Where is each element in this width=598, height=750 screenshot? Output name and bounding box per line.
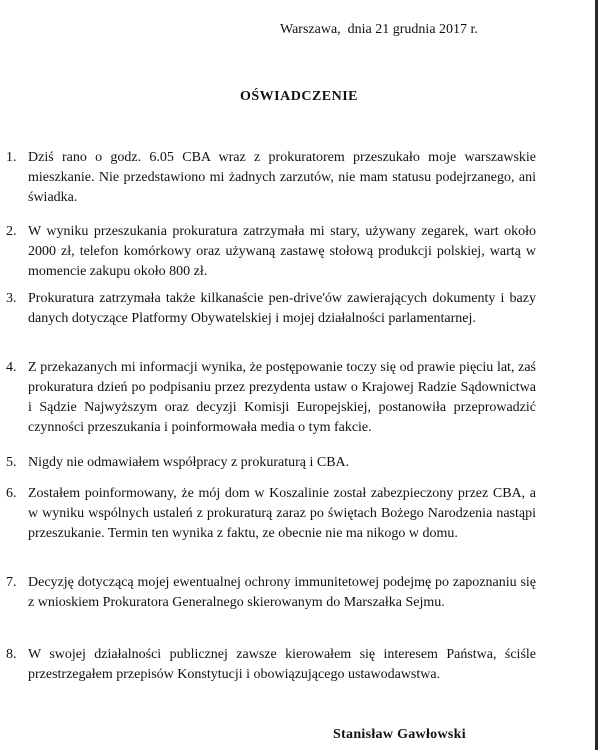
- list-item: [6, 289, 536, 329]
- list-item: [6, 453, 536, 473]
- item-text: Zostałem poinformowany, że mój dom w Koszalinie został zabezpieczony przez CBA, a w wyniku wspólnych ustaleń z prokuraturą zaraz po świętach Bożego Narodzenia nastąpi przeszukanie. Termin ten wynika z faktu, ze obecnie nie ma nikogo w domu.: [28, 486, 536, 541]
- item-text: Dziś rano o godz. 6.05 CBA wraz z prokuratorem przeszukało moje warszawskie mieszkanie. Nie przedstawiono mi żadnych zarzutów, nie mam statusu podejrzanego, ani świadka.: [28, 150, 536, 205]
- signature: Stanisław Gawłowski: [333, 727, 466, 742]
- item-number: 7.: [6, 575, 17, 590]
- item-text: W swojej działalności publicznej zawsze kierowałem się interesem Państwa, ściśle przestrzegałem przepisów Konstytucji i obowiązującego ustawodawstwa.: [28, 647, 536, 682]
- dateline: Warszawa, dnia 21 grudnia 2017 r.: [280, 22, 478, 37]
- list-item: [6, 573, 536, 613]
- item-text: Prokuratura zatrzymała także kilkanaście pen-drive'ów zawierających dokumenty i bazy danych dotyczące Platformy Obywatelskiej i mojej działalności parlamentarnej.: [28, 291, 536, 326]
- list-item: [6, 645, 536, 685]
- list-item: [6, 148, 536, 208]
- list-item: [6, 358, 536, 438]
- item-text: Z przekazanych mi informacji wynika, że postępowanie toczy się od prawie pięciu lat, zaś prokuratura dzień po podpisaniu przez prezydenta ustaw o Krajowej Radzie Sądownictwa i Sądzie Najwyższym oraz decyzji Komisji Europejskiej, postanowiła przeprowadzić czynności przeszukania i poinformowała media o tym fakcie.: [28, 360, 536, 435]
- list-item: [6, 484, 536, 544]
- item-number: 2.: [6, 224, 17, 239]
- item-number: 3.: [6, 291, 17, 306]
- item-text: W wyniku przeszukania prokuratura zatrzymała mi stary, używany zegarek, wart około 2000 zł, telefon komórkowy oraz używaną zastawę stołową produkcji polskiej, wartą w momencie zakupu około 800 zł.: [28, 224, 536, 279]
- document-title: OŚWIADCZENIE: [239, 89, 359, 104]
- list-item: [6, 222, 536, 282]
- item-text: Nigdy nie odmawiałem współpracy z prokuraturą i CBA.: [28, 455, 350, 470]
- item-number: 8.: [6, 647, 17, 662]
- item-number: 1.: [6, 150, 17, 165]
- item-text: Decyzję dotyczącą mojej ewentualnej ochrony immunitetowej podejmę po zapoznaniu się z wnioskiem Prokuratora Generalnego skierowanym do Marszałka Sejmu.: [28, 575, 536, 610]
- item-number: 4.: [6, 360, 17, 375]
- item-number: 6.: [6, 486, 17, 501]
- item-number: 5.: [6, 455, 17, 470]
